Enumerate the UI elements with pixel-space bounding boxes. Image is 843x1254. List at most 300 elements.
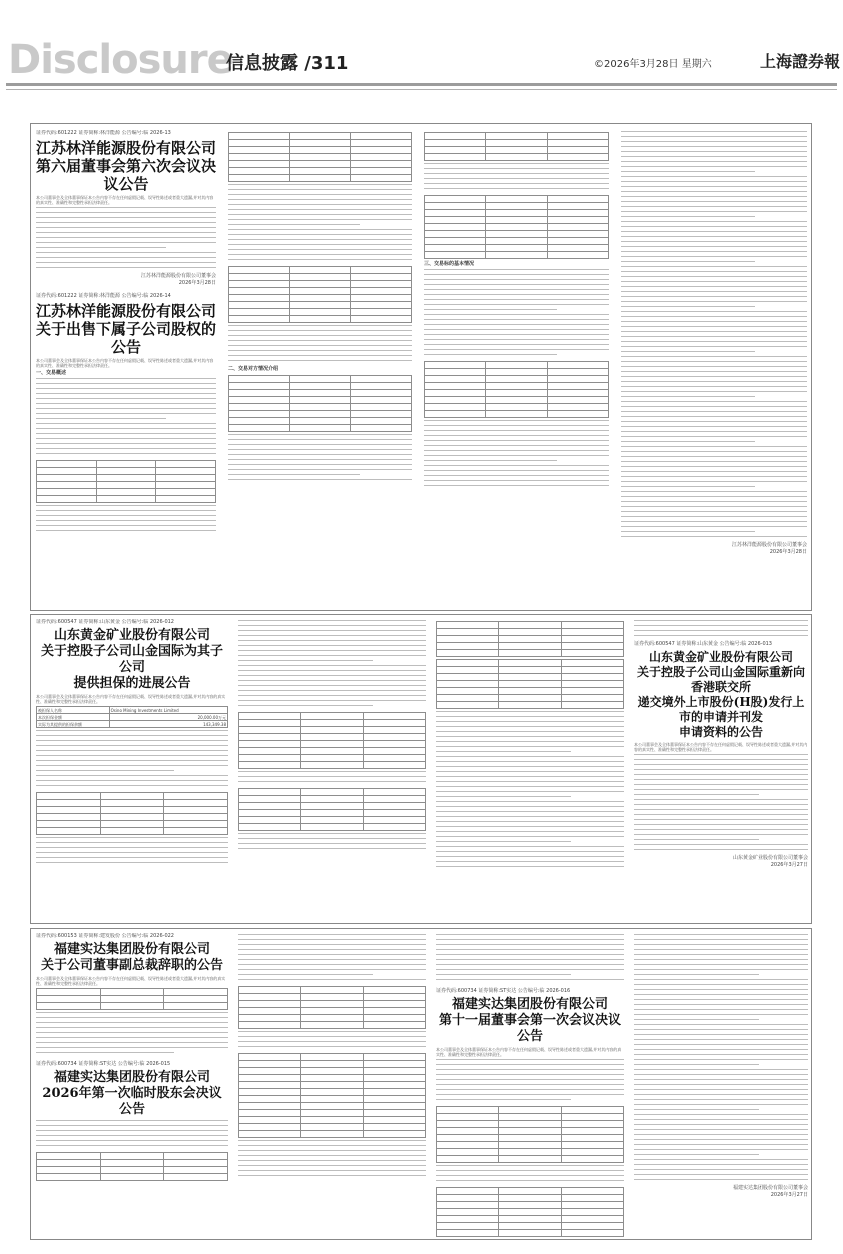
table-cell xyxy=(351,288,412,295)
table-cell xyxy=(437,1114,499,1121)
table-cell xyxy=(229,267,290,274)
table-cell xyxy=(229,383,290,390)
table-cell xyxy=(301,1075,363,1082)
table-cell xyxy=(425,154,486,161)
table-cell xyxy=(351,316,412,323)
table-cell xyxy=(290,267,351,274)
body-text xyxy=(238,771,426,786)
table-row xyxy=(437,1135,624,1142)
table-cell xyxy=(351,383,412,390)
table-cell xyxy=(229,154,290,161)
text-line xyxy=(634,635,808,640)
table-cell xyxy=(425,217,486,224)
table-cell xyxy=(499,1156,561,1163)
table-cell xyxy=(486,224,547,231)
table-cell xyxy=(425,238,486,245)
table-cell xyxy=(229,397,290,404)
table-row xyxy=(437,1209,624,1216)
table-cell xyxy=(547,397,608,404)
table-cell xyxy=(499,1195,561,1202)
table-cell xyxy=(499,1223,561,1230)
table-cell xyxy=(363,824,425,831)
table-cell xyxy=(290,418,351,425)
table-cell xyxy=(301,803,363,810)
text-line xyxy=(238,781,426,786)
table-cell xyxy=(37,807,101,814)
column-4 xyxy=(621,130,807,606)
table-cell xyxy=(37,793,101,800)
table-cell xyxy=(301,987,363,994)
table-cell xyxy=(561,1188,623,1195)
table-cell xyxy=(239,713,301,720)
table-cell xyxy=(37,461,97,468)
table-cell xyxy=(301,1015,363,1022)
table-row xyxy=(239,755,426,762)
table-row xyxy=(37,828,228,835)
table-cell xyxy=(561,650,623,657)
table-cell xyxy=(239,762,301,769)
table-cell xyxy=(164,821,228,828)
table-cell xyxy=(486,238,547,245)
table-cell xyxy=(499,1188,561,1195)
body-text xyxy=(238,620,426,710)
table-row xyxy=(437,1149,624,1156)
table-row xyxy=(239,720,426,727)
table-cell xyxy=(363,1054,425,1061)
table-cell xyxy=(301,1103,363,1110)
table-cell xyxy=(351,147,412,154)
table-cell xyxy=(425,397,486,404)
table-cell xyxy=(229,288,290,295)
table-row xyxy=(37,996,228,1003)
text-line xyxy=(36,453,216,458)
table-cell xyxy=(547,252,608,259)
table-cell xyxy=(499,1135,561,1142)
data-table xyxy=(36,792,228,835)
table-cell xyxy=(37,489,97,496)
table-cell xyxy=(561,688,623,695)
securities-code: 证券代码:601222 证券简称:林洋能源 公告编号:临 2026-14 xyxy=(36,293,171,299)
table-cell xyxy=(164,1174,228,1181)
table-cell xyxy=(499,695,561,702)
table-cell xyxy=(37,821,101,828)
masthead-rule-thin xyxy=(6,89,837,90)
table-row xyxy=(425,224,609,231)
table-cell xyxy=(499,660,561,667)
table-cell xyxy=(425,245,486,252)
table-cell xyxy=(561,1142,623,1149)
table-row xyxy=(239,1082,426,1089)
table-cell xyxy=(229,302,290,309)
announcement-intro: 本公司董事会及全体董事保证本公告内容不存在任何虚假记载、误导性陈述或者重大遗漏,并对其内容的真实性、准确性和完整性承担法律责任。 xyxy=(436,1047,622,1057)
text-line xyxy=(436,979,624,984)
table-cell xyxy=(425,224,486,231)
table-cell xyxy=(229,404,290,411)
table-cell xyxy=(290,404,351,411)
table-cell xyxy=(37,482,97,489)
table-cell xyxy=(37,828,101,835)
table-cell xyxy=(100,800,164,807)
table-cell xyxy=(156,475,216,482)
table-cell xyxy=(164,807,228,814)
table-cell xyxy=(290,274,351,281)
table-row xyxy=(437,643,624,650)
text-line xyxy=(228,259,412,264)
table-row xyxy=(229,168,412,175)
table-cell xyxy=(351,425,412,432)
body-text xyxy=(634,754,808,854)
table-cell xyxy=(229,161,290,168)
body-text xyxy=(228,184,412,264)
table-row xyxy=(437,629,624,636)
table-cell xyxy=(437,1216,499,1223)
table-row xyxy=(229,404,412,411)
table-cell xyxy=(239,994,301,1001)
table-cell xyxy=(561,1209,623,1216)
table-row xyxy=(437,1114,624,1121)
body-text xyxy=(634,934,808,1184)
announcement-intro: 本公司董事会及全体董事保证本公告内容不存在任何虚假记载、误导性陈述或者重大遗漏,并对其内容的真实性、准确性和完整性承担法律责任。 xyxy=(36,195,214,205)
table-cell xyxy=(363,1124,425,1131)
table-cell xyxy=(437,650,499,657)
securities-code: 证券代码:600153 证券简称:建发股份 公告编号:临 2026-022 xyxy=(36,933,174,939)
table-cell xyxy=(437,1156,499,1163)
text-line xyxy=(238,848,426,853)
table-row xyxy=(425,252,609,259)
table-cell xyxy=(37,475,97,482)
body-text xyxy=(36,1120,228,1150)
table-cell xyxy=(547,383,608,390)
table-cell xyxy=(301,741,363,748)
table-cell xyxy=(301,748,363,755)
table-cell xyxy=(301,1001,363,1008)
table-row xyxy=(437,660,624,667)
table-cell xyxy=(351,411,412,418)
table-cell xyxy=(96,468,156,475)
body-text xyxy=(36,1012,228,1057)
table-cell xyxy=(239,1068,301,1075)
table-row xyxy=(437,1107,624,1114)
table-cell xyxy=(486,133,547,140)
data-table xyxy=(228,375,412,432)
table-cell xyxy=(486,210,547,217)
table-cell xyxy=(164,1160,228,1167)
table-cell xyxy=(229,281,290,288)
table-cell: 143,349.38 xyxy=(109,721,227,728)
table-cell xyxy=(437,636,499,643)
table-row xyxy=(437,1216,624,1223)
text-line xyxy=(36,1145,228,1150)
table-cell xyxy=(301,1061,363,1068)
table-row xyxy=(425,376,609,383)
section-heading: 二、交易对方情况介绍 xyxy=(228,366,279,372)
table-row xyxy=(229,281,412,288)
table-cell xyxy=(290,376,351,383)
table-cell xyxy=(363,1131,425,1138)
column-2 xyxy=(238,933,426,1237)
table-cell xyxy=(351,168,412,175)
table-cell xyxy=(486,362,547,369)
table-row xyxy=(425,154,609,161)
table-row xyxy=(239,1124,426,1131)
table-row xyxy=(229,418,412,425)
table-cell: Osino Mining Investments Limited xyxy=(109,707,227,714)
column-2 xyxy=(238,619,426,919)
data-table xyxy=(228,132,412,182)
table-row xyxy=(437,674,624,681)
table-row xyxy=(425,217,609,224)
announcement-headline: 山东黄金矿业股份有限公司 关于控股子公司山金国际为其子公司 提供担保的进展公告 xyxy=(40,628,223,691)
table-cell xyxy=(239,803,301,810)
table-row xyxy=(437,1202,624,1209)
table-cell xyxy=(499,650,561,657)
table-row xyxy=(229,161,412,168)
table-cell xyxy=(499,636,561,643)
table-cell xyxy=(229,274,290,281)
table-cell xyxy=(164,814,228,821)
table-cell xyxy=(301,1022,363,1029)
body-text xyxy=(36,207,216,272)
table-cell xyxy=(96,496,156,503)
table-row xyxy=(239,789,426,796)
table-row xyxy=(437,688,624,695)
table-cell xyxy=(351,281,412,288)
table-cell xyxy=(301,810,363,817)
table-cell xyxy=(547,369,608,376)
table-cell xyxy=(100,807,164,814)
table-cell xyxy=(425,376,486,383)
table-row xyxy=(239,987,426,994)
table-row xyxy=(229,274,412,281)
table-cell xyxy=(239,1075,301,1082)
table-cell xyxy=(229,147,290,154)
table-cell xyxy=(561,1195,623,1202)
table-cell xyxy=(100,828,164,835)
table-row xyxy=(239,1015,426,1022)
section-heading: 三、交易标的基本情况 xyxy=(424,261,475,267)
table-cell xyxy=(425,147,486,154)
table-cell xyxy=(547,147,608,154)
table-cell xyxy=(363,734,425,741)
table-row xyxy=(239,1089,426,1096)
text-line xyxy=(36,862,228,867)
table-cell xyxy=(351,133,412,140)
table-cell xyxy=(156,496,216,503)
body-text xyxy=(436,1165,624,1185)
table-row xyxy=(425,203,609,210)
newspaper-name: 上海證券報 xyxy=(760,52,841,71)
table-row xyxy=(437,1195,624,1202)
table-cell xyxy=(547,245,608,252)
text-line xyxy=(36,530,216,535)
table-cell xyxy=(499,688,561,695)
table-cell xyxy=(547,140,608,147)
table-cell xyxy=(437,1128,499,1135)
table-row xyxy=(425,231,609,238)
data-table xyxy=(424,132,609,161)
table-cell xyxy=(37,496,97,503)
table-cell xyxy=(229,390,290,397)
table-row xyxy=(37,475,216,482)
table-row xyxy=(37,814,228,821)
table-row xyxy=(239,1068,426,1075)
table-cell xyxy=(561,1107,623,1114)
data-table xyxy=(36,460,216,503)
table-cell xyxy=(547,404,608,411)
table-row xyxy=(229,383,412,390)
table-cell xyxy=(425,390,486,397)
table-cell xyxy=(486,411,547,418)
table-row xyxy=(425,245,609,252)
table-cell xyxy=(239,1022,301,1029)
table-cell xyxy=(301,789,363,796)
table-row xyxy=(239,824,426,831)
table-cell xyxy=(239,1082,301,1089)
table-cell xyxy=(437,674,499,681)
table-cell xyxy=(290,397,351,404)
table-cell xyxy=(229,175,290,182)
table-row xyxy=(425,411,609,418)
table-cell xyxy=(363,994,425,1001)
table-cell xyxy=(486,376,547,383)
table-row xyxy=(239,1103,426,1110)
table-cell xyxy=(239,1061,301,1068)
table-row xyxy=(425,133,609,140)
table-cell xyxy=(37,1167,101,1174)
announcement-intro: 本公司董事会及全体董事保证本公告内容不存在任何虚假记载、误导性陈述或者重大遗漏,并对其内容的真实性、准确性和完整性承担法律责任。 xyxy=(36,694,226,704)
table-row xyxy=(425,397,609,404)
announcement-headline: 江苏林洋能源股份有限公司 第六届董事会第六次会议决议公告 xyxy=(36,139,216,193)
table-cell xyxy=(363,1008,425,1015)
announcement-intro: 本公司董事会及全体董事保证本公告内容不存在任何虚假记载、误导性陈述或者重大遗漏,并对其内容的真实性、准确性和完整性承担法律责任。 xyxy=(36,358,214,368)
table-cell xyxy=(100,1003,164,1010)
securities-code: 证券代码:600734 证券简称:ST实达 公告编号:临 2026-015 xyxy=(36,1061,171,1067)
table-cell xyxy=(301,1082,363,1089)
table-cell xyxy=(96,489,156,496)
table-cell xyxy=(290,295,351,302)
table-row xyxy=(229,154,412,161)
page-number: /311 xyxy=(304,53,349,74)
table-cell xyxy=(437,1107,499,1114)
table-cell xyxy=(239,1008,301,1015)
table-cell xyxy=(100,989,164,996)
table-cell xyxy=(351,295,412,302)
table-cell xyxy=(301,1089,363,1096)
table-row xyxy=(239,810,426,817)
table-cell xyxy=(229,425,290,432)
table-cell xyxy=(301,1068,363,1075)
data-table xyxy=(238,788,426,831)
table-row xyxy=(229,397,412,404)
signature: 山东黄金矿业股份有限公司董事会 2026年3月27日 xyxy=(732,855,808,868)
table-cell xyxy=(561,702,623,709)
body-text xyxy=(238,934,426,984)
table-cell xyxy=(164,1167,228,1174)
announcement-headline: 山东黄金矿业股份有限公司 关于控股子公司山金国际重新向香港联交所 递交境外上市股份(H股)发行上市的申请并刊发 申请资料的公告 xyxy=(636,650,805,739)
table-cell xyxy=(351,267,412,274)
table-cell xyxy=(229,411,290,418)
body-text xyxy=(36,837,228,867)
table-cell xyxy=(499,1216,561,1223)
table-cell xyxy=(290,140,351,147)
table-cell xyxy=(100,996,164,1003)
table-cell xyxy=(547,376,608,383)
table-cell xyxy=(37,1003,101,1010)
financial-table xyxy=(424,195,609,259)
table-cell xyxy=(37,468,97,475)
table-cell xyxy=(351,309,412,316)
table-cell xyxy=(425,404,486,411)
table-row xyxy=(239,1008,426,1015)
text-line xyxy=(36,785,228,790)
table-cell xyxy=(351,175,412,182)
table-cell xyxy=(351,404,412,411)
table-cell xyxy=(100,1160,164,1167)
table-row xyxy=(37,821,228,828)
table-row xyxy=(37,1160,228,1167)
voting-table xyxy=(238,1053,426,1138)
table-cell xyxy=(363,987,425,994)
table-cell xyxy=(437,681,499,688)
table-cell xyxy=(363,1110,425,1117)
announcement-block-fujian-shida xyxy=(30,928,812,1240)
table-cell xyxy=(37,989,101,996)
table-row xyxy=(437,1156,624,1163)
table-row xyxy=(239,1075,426,1082)
table-cell xyxy=(561,695,623,702)
table-cell xyxy=(363,748,425,755)
table-row xyxy=(425,383,609,390)
table-cell xyxy=(290,302,351,309)
table-row xyxy=(37,482,216,489)
table-cell xyxy=(363,1068,425,1075)
table-row xyxy=(37,461,216,468)
table-row xyxy=(37,793,228,800)
table-row xyxy=(239,1022,426,1029)
table-cell xyxy=(301,720,363,727)
table-cell xyxy=(290,161,351,168)
table-cell xyxy=(499,622,561,629)
table-row xyxy=(229,376,412,383)
table-row xyxy=(37,1003,228,1010)
table-cell xyxy=(96,461,156,468)
table-cell xyxy=(301,1008,363,1015)
table-cell xyxy=(239,755,301,762)
table-cell xyxy=(351,302,412,309)
table-cell xyxy=(156,461,216,468)
signature: 江苏林洋能源股份有限公司董事会 2026年3月28日 xyxy=(731,542,807,555)
table-row xyxy=(229,267,412,274)
table-row xyxy=(437,650,624,657)
table-cell xyxy=(37,1174,101,1181)
table-cell xyxy=(351,376,412,383)
table-row xyxy=(239,741,426,748)
table-cell xyxy=(499,681,561,688)
table-cell xyxy=(547,217,608,224)
signature: 福建实达集团股份有限公司董事会 2026年3月27日 xyxy=(732,1185,808,1198)
table-row xyxy=(239,1131,426,1138)
table-cell xyxy=(363,1103,425,1110)
table-cell xyxy=(100,1153,164,1160)
table-cell xyxy=(425,362,486,369)
text-line xyxy=(238,1046,426,1051)
table-row xyxy=(437,1230,624,1237)
table-cell xyxy=(561,1216,623,1223)
table-cell xyxy=(561,1223,623,1230)
body-text xyxy=(238,1140,426,1180)
table-cell xyxy=(290,309,351,316)
issue-date: ©2026年3月28日 星期六 xyxy=(594,59,712,70)
